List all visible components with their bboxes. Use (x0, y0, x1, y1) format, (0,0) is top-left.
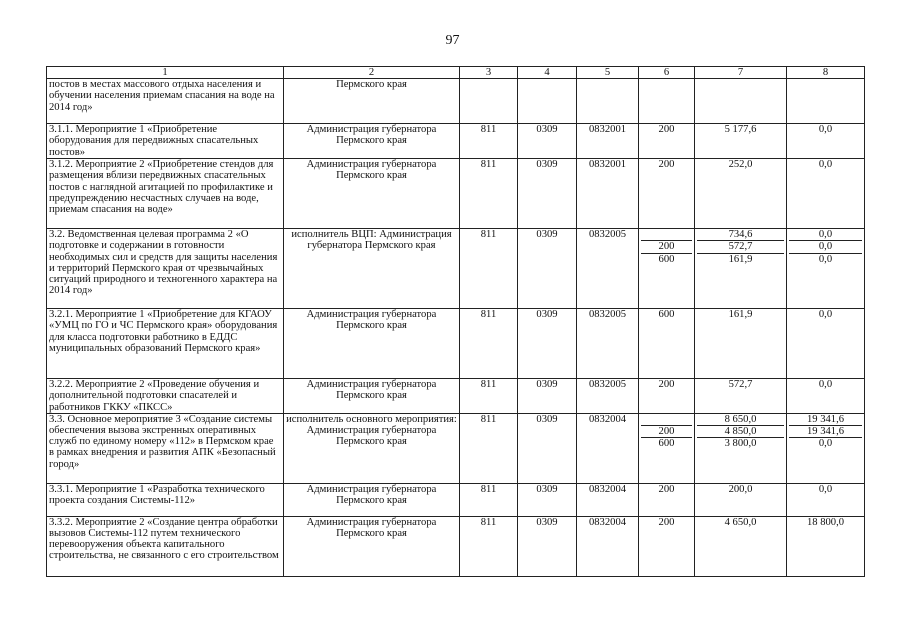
row-amount-2015-value: 0,0 (818, 379, 833, 391)
row-grbs (460, 79, 518, 124)
col-header-5: 5 (577, 67, 639, 79)
row-amount-2014-value: 5 177,6 (724, 124, 757, 136)
row-section: 0309 (518, 309, 577, 379)
page-number: 97 (445, 33, 460, 48)
row-name: 3.3. Основное мероприятие 3 «Создание системы обеспечения вызова экстренных оперативных служб по единому номеру «112» в Пермском крае в рамках внедрения и развития АПК «Безопасный город» (47, 413, 284, 483)
row-expense-type (639, 229, 695, 309)
row-amount-2014-value: 252,0 (728, 159, 753, 171)
row-amount-2014-value: 4 650,0 (724, 516, 757, 528)
table-row (47, 229, 865, 309)
row-executor: Пермского края (284, 79, 460, 124)
row-name: 3.2. Ведомственная целевая программа 2 «О подготовке и содержании в готовности необходимых сил и средств для защиты населения и территорий Пермского края от чрезвычайных ситуаций природного и техногенного характера на 2014 год» (47, 229, 284, 309)
row-amount-2015-value: 0,0 (818, 438, 833, 450)
row-amount-2014-value: 3 800,0 (724, 438, 757, 450)
row-name: постов в местах массового отдыха населения и обучении населения приемам спасания на воде на 2014 год» (47, 79, 284, 124)
row-grbs: 811 (460, 483, 518, 516)
col-header-3: 3 (460, 67, 518, 79)
row-amount-2015-value: 0,0 (818, 159, 833, 171)
row-amount-2015 (787, 79, 865, 124)
row-expense-type (639, 124, 695, 159)
row-name: 3.1.1. Мероприятие 1 «Приобретение оборудования для передвижных спасательных постов» (47, 124, 284, 159)
row-amount-2015-value: 0,0 (818, 309, 833, 321)
row-section: 0309 (518, 379, 577, 414)
row-executor: исполнитель ВЦП: Администрация губернатора Пермского края (284, 229, 460, 309)
row-csr: 0832005 (577, 229, 639, 309)
row-amount-2014 (695, 309, 787, 379)
row-grbs: 811 (460, 229, 518, 309)
row-amount-2015 (787, 159, 865, 229)
table-row (47, 309, 865, 379)
row-executor: Администрация губернатора Пермского края (284, 309, 460, 379)
row-amount-2014 (695, 159, 787, 229)
row-amount-2014-value: 200,0 (728, 483, 753, 495)
col-header-8: 8 (787, 67, 865, 79)
row-name: 3.2.1. Мероприятие 1 «Приобретение для КГАОУ «УМЦ по ГО и ЧС Пермского края» оборудования для класса подготовки работнико в ЕДДС муниципальных образований Пермского края» (47, 309, 284, 379)
row-amount-2014-value: 4 850,0 (697, 426, 784, 438)
col-header-6: 6 (639, 67, 695, 79)
row-section: 0309 (518, 124, 577, 159)
row-amount-2015-value: 0,0 (818, 483, 833, 495)
row-executor: Администрация губернатора Пермского края (284, 159, 460, 229)
table-body (47, 79, 865, 577)
row-section (518, 79, 577, 124)
row-csr: 0832005 (577, 309, 639, 379)
row-grbs: 811 (460, 413, 518, 483)
table-row (47, 483, 865, 516)
row-amount-2015 (787, 309, 865, 379)
row-amount-2015-value: 0,0 (789, 229, 862, 241)
row-amount-2015-value: 19 341,6 (789, 414, 862, 426)
row-executor: Администрация губернатора Пермского края (284, 124, 460, 159)
col-header-1: 1 (47, 67, 284, 79)
row-executor: Администрация губернатора Пермского края (284, 483, 460, 516)
row-amount-2014-value: 734,6 (697, 229, 784, 241)
row-section: 0309 (518, 229, 577, 309)
row-expense-type (639, 379, 695, 414)
row-expense-type-value: 200 (658, 124, 675, 136)
row-csr: 0832005 (577, 379, 639, 414)
row-grbs: 811 (460, 124, 518, 159)
row-csr: 0832004 (577, 516, 639, 576)
row-expense-type-value: 600 (658, 253, 675, 265)
row-section: 0309 (518, 413, 577, 483)
row-executor: Администрация губернатора Пермского края (284, 516, 460, 576)
row-name: 3.3.2. Мероприятие 2 «Создание центра обработки вызовов Системы-112 путем технического перевооружения объекта капитального строительства, не связанного с его строительством (47, 516, 284, 576)
row-expense-type-value (641, 414, 692, 426)
row-amount-2014-value: 572,7 (728, 379, 753, 391)
col-header-7: 7 (695, 67, 787, 79)
row-amount-2014 (695, 516, 787, 576)
table-row (47, 124, 865, 159)
row-expense-type-value: 200 (641, 426, 692, 438)
row-amount-2015 (787, 483, 865, 516)
row-amount-2014 (695, 413, 787, 483)
row-csr (577, 79, 639, 124)
row-amount-2015 (787, 413, 865, 483)
row-expense-type-value (641, 229, 692, 241)
row-csr: 0832001 (577, 124, 639, 159)
budget-table (46, 66, 865, 577)
table-row (47, 159, 865, 229)
row-amount-2015 (787, 229, 865, 309)
row-csr: 0832004 (577, 413, 639, 483)
row-expense-type-value: 200 (658, 516, 675, 528)
table-row (47, 79, 865, 124)
table-row (47, 516, 865, 576)
table-row (47, 379, 865, 414)
row-expense-type (639, 483, 695, 516)
row-amount-2014 (695, 379, 787, 414)
row-section: 0309 (518, 516, 577, 576)
row-amount-2014-value: 8 650,0 (697, 414, 784, 426)
row-amount-2014 (695, 79, 787, 124)
row-executor: Администрация губернатора Пермского края (284, 379, 460, 414)
row-amount-2015-value: 0,0 (818, 253, 833, 265)
row-amount-2015 (787, 516, 865, 576)
row-name: 3.3.1. Мероприятие 1 «Разработка технического проекта создания Системы-112» (47, 483, 284, 516)
row-amount-2015-value: 0,0 (789, 241, 862, 253)
row-expense-type (639, 413, 695, 483)
row-amount-2014-value: 161,9 (728, 253, 753, 265)
row-name: 3.1.2. Мероприятие 2 «Приобретение стендов для размещения вблизи передвижных спасательных постов с наглядной агитацией по профилактике и предупреждению несчастных случаев на воде, приемам спасания на воде» (47, 159, 284, 229)
row-amount-2015-value: 0,0 (818, 124, 833, 136)
row-amount-2015-value: 18 800,0 (806, 516, 845, 528)
row-amount-2015 (787, 124, 865, 159)
row-amount-2015 (787, 379, 865, 414)
row-expense-type-value: 200 (658, 379, 675, 391)
row-grbs: 811 (460, 516, 518, 576)
row-expense-type (639, 79, 695, 124)
row-grbs: 811 (460, 309, 518, 379)
row-section: 0309 (518, 483, 577, 516)
row-expense-type-value: 600 (658, 309, 675, 321)
row-grbs: 811 (460, 379, 518, 414)
row-expense-type-value: 200 (658, 159, 675, 171)
row-expense-type (639, 309, 695, 379)
col-header-4: 4 (518, 67, 577, 79)
header-row (47, 67, 865, 79)
row-expense-type (639, 516, 695, 576)
row-amount-2014 (695, 483, 787, 516)
row-csr: 0832004 (577, 483, 639, 516)
row-name: 3.2.2. Мероприятие 2 «Проведение обучения и дополнительной подготовки спасателей и работников ГККУ «ПКСС» (47, 379, 284, 414)
col-header-2: 2 (284, 67, 460, 79)
row-expense-type-value: 200 (641, 241, 692, 253)
row-amount-2014 (695, 124, 787, 159)
row-amount-2014 (695, 229, 787, 309)
row-executor: исполнитель основного мероприятия: Администрация губернатора Пермского края (284, 413, 460, 483)
row-csr: 0832001 (577, 159, 639, 229)
row-expense-type (639, 159, 695, 229)
row-amount-2015-value: 19 341,6 (789, 426, 862, 438)
row-section: 0309 (518, 159, 577, 229)
row-amount-2014-value: 161,9 (728, 309, 753, 321)
table-row (47, 413, 865, 483)
row-expense-type-value: 600 (658, 438, 675, 450)
row-expense-type-value: 200 (658, 483, 675, 495)
row-amount-2014-value: 572,7 (697, 241, 784, 253)
row-grbs: 811 (460, 159, 518, 229)
